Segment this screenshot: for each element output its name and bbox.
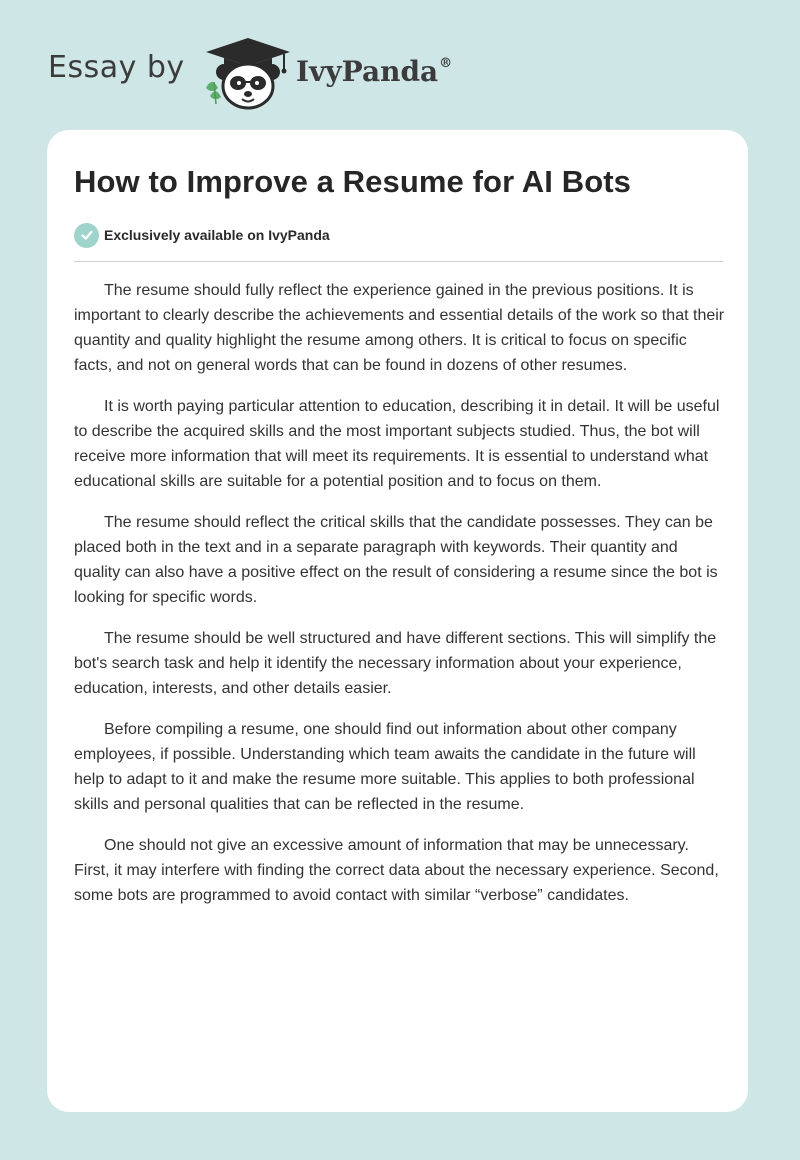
paragraph: It is worth paying particular attention to education, describing it in detail. It will be useful to describe the acquired skills and the most important subjects studied. Thus, the bot will receive more information that will meet its requirements. It is essential to understand what educational skills are suitable for a potential position and to focus on them. xyxy=(74,398,720,490)
paragraph: The resume should reflect the critical skills that the candidate possesses. They can be placed both in the text and in a separate paragraph with keywords. Their quantity and quality can also have a positive effect on the result of considering a resume since the bot is looking for specific words. xyxy=(74,514,718,606)
panda-logo-icon[interactable] xyxy=(202,36,294,110)
essay-by-label: Essay by xyxy=(48,50,185,85)
divider xyxy=(74,261,723,262)
paragraph: The resume should fully reflect the experience gained in the previous positions. It is important to clearly describe the achievements and essential details of the work so that their quantity and quality highlight the resume among others. It is critical to focus on specific facts, and not on general words that can be found in dozens of other resumes. xyxy=(74,282,725,374)
brand-name[interactable] xyxy=(296,55,452,88)
paragraph: One should not give an excessive amount of information that may be unnecessary. First, it may interfere with finding the correct data about the necessary experience. Second, some bots are programmed to avoid contact with similar “verbose” candidates. xyxy=(74,837,719,904)
registered-mark: ® xyxy=(439,56,453,71)
checkmark-circle-icon xyxy=(74,223,99,248)
brand-name-text: IvyPanda xyxy=(296,55,439,88)
paragraph: Before compiling a resume, one should find out information about other company employees, if possible. Understanding which team awaits the candidate in the future will help to adapt to it and make the resume more suitable. This applies to both professional skills and personal qualities that can be reflected in the resume. xyxy=(74,721,696,813)
essay-body xyxy=(74,278,726,924)
exclusive-badge xyxy=(74,222,330,248)
site-header xyxy=(0,0,800,130)
badge-text: Exclusively available on IvyPanda xyxy=(104,227,330,243)
essay-title: How to Improve a Resume for AI Bots xyxy=(74,164,631,199)
paragraph: The resume should be well structured and have different sections. This will simplify the bot's search task and help it identify the necessary information about your experience, education, interests, and other details easier. xyxy=(74,630,717,697)
essay-card xyxy=(47,130,748,1112)
